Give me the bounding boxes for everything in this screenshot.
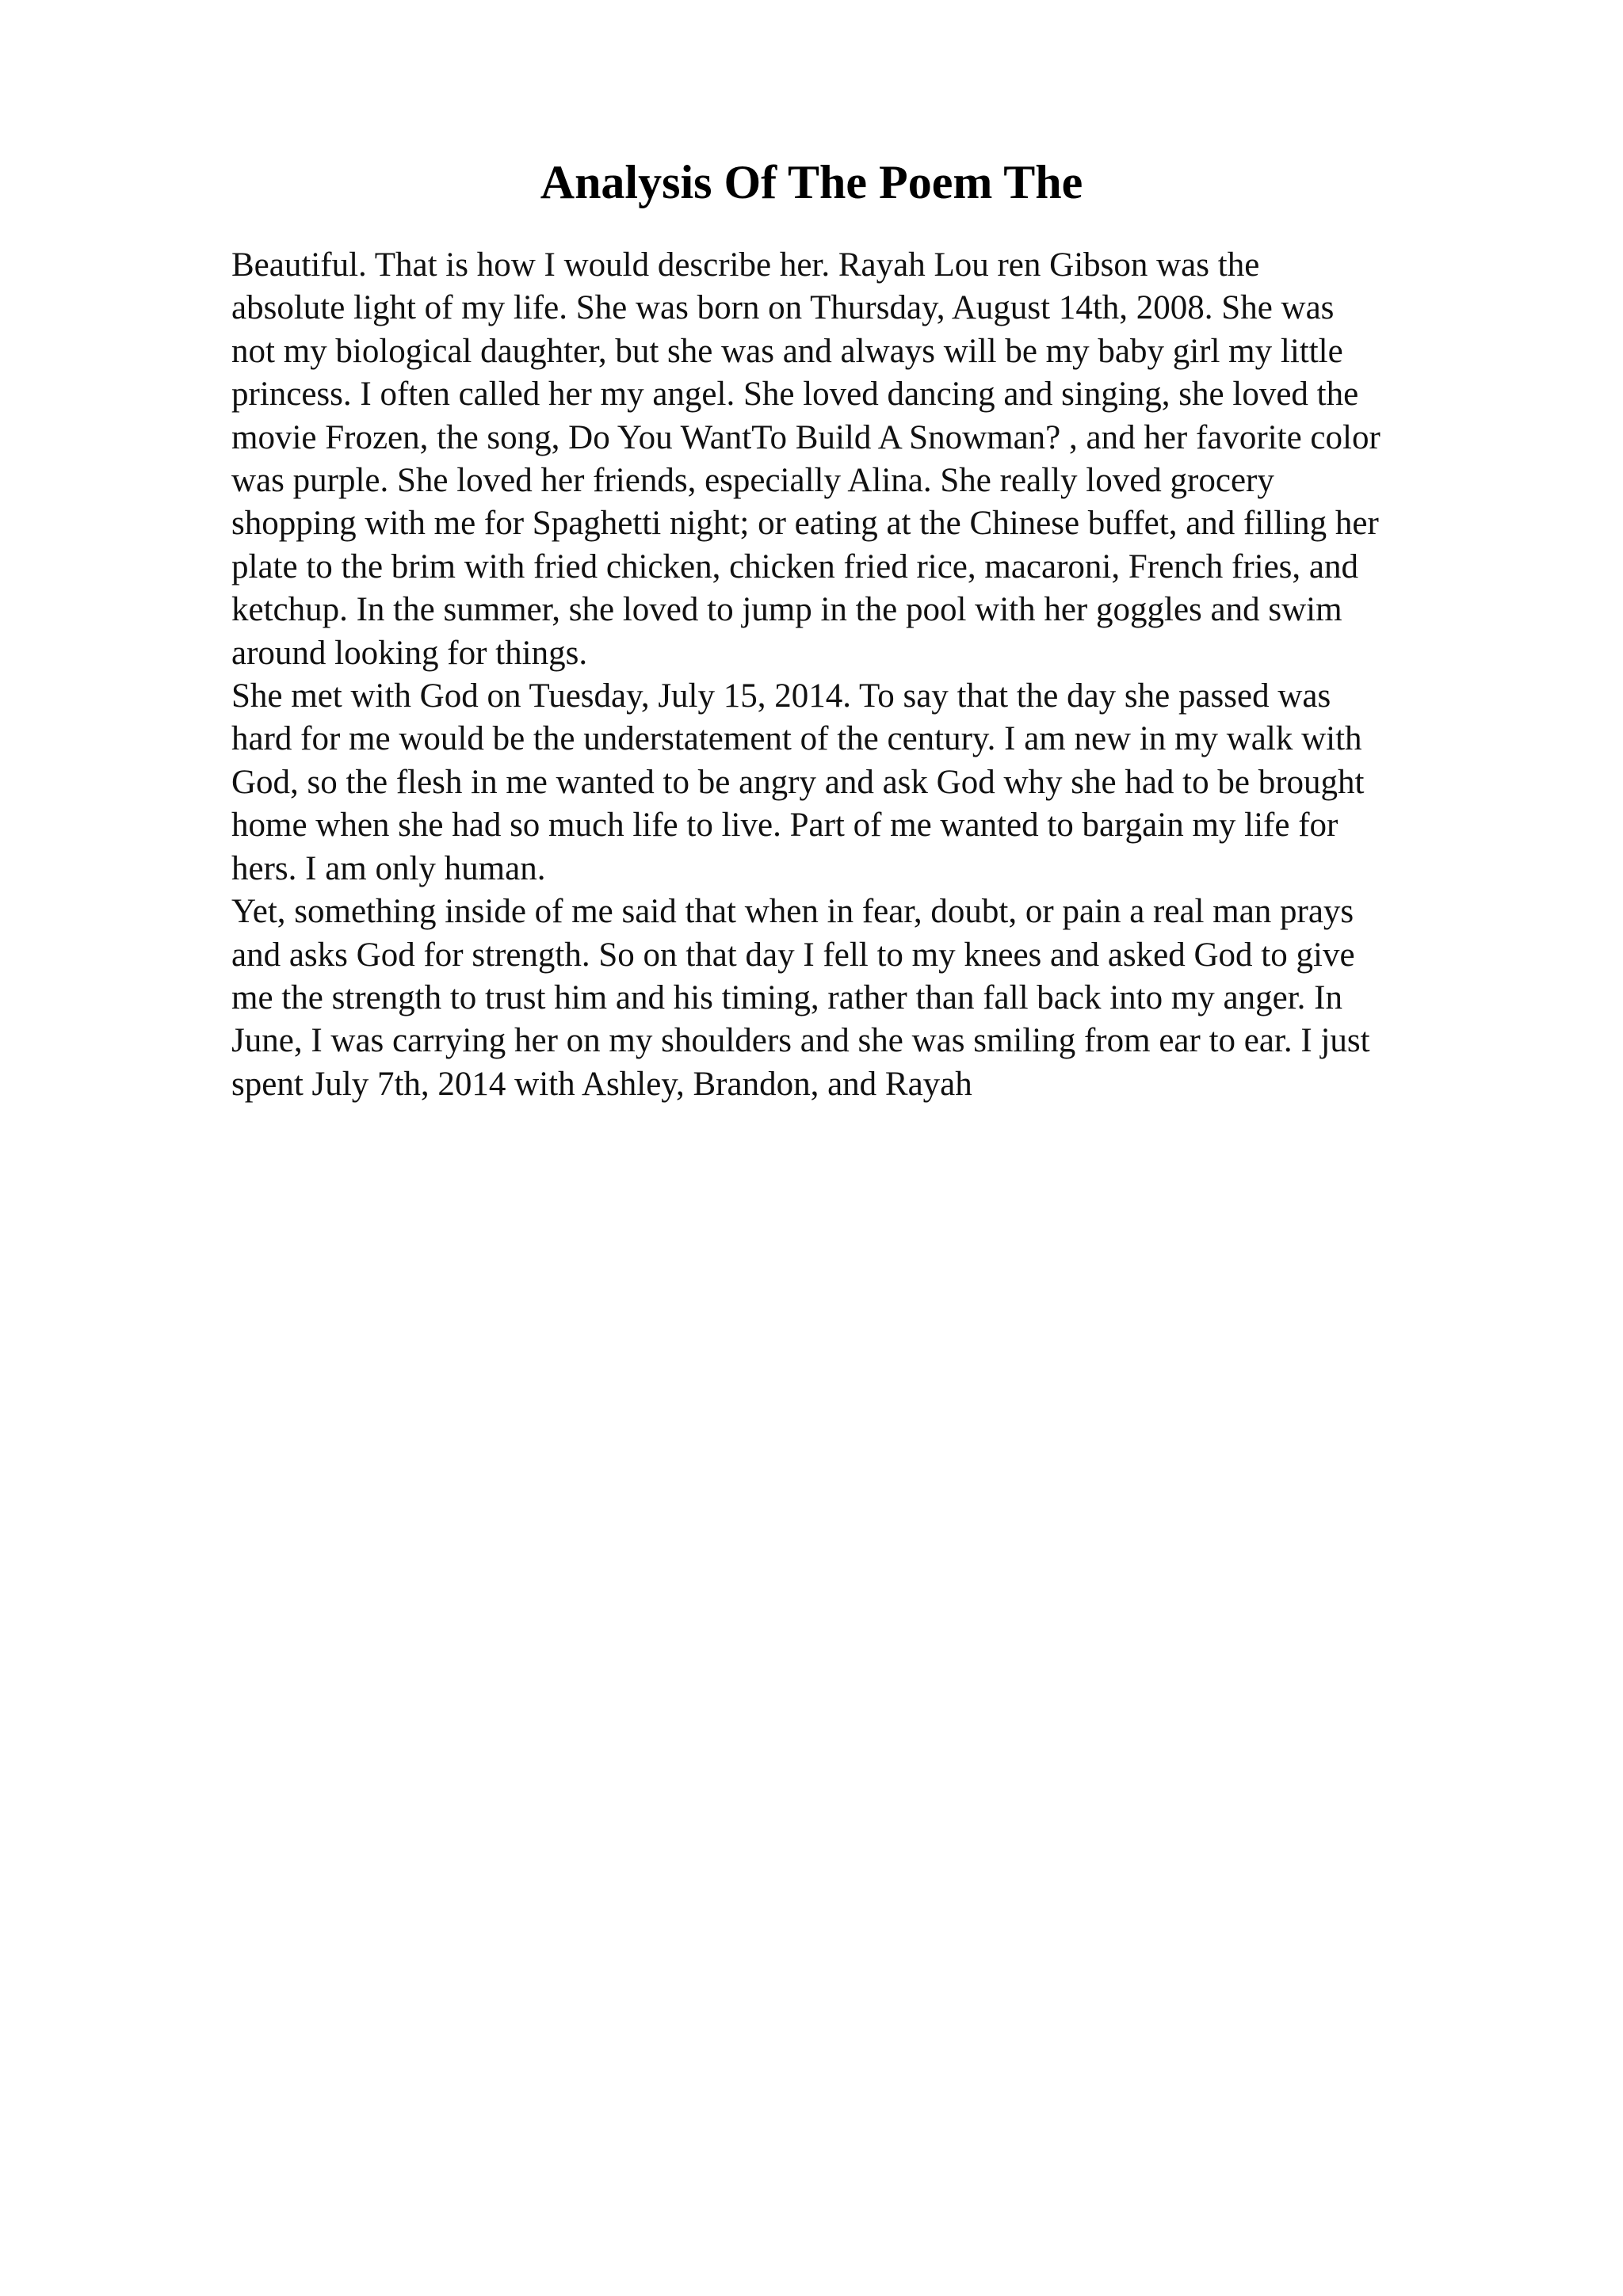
body-line: ketchup. In the summer, she loved to jump in the pool with her goggles and swim xyxy=(231,591,1342,629)
document-body xyxy=(231,244,1499,1106)
body-line: Beautiful. That is how I would describe her. Rayah Lou ren Gibson was the xyxy=(231,246,1260,284)
body-line: around looking for things. xyxy=(231,634,588,672)
body-line: princess. I often called her my angel. She loved dancing and singing, she loved the xyxy=(231,376,1359,414)
body-line: spent July 7th, 2014 with Ashley, Brandon, and Rayah xyxy=(231,1065,972,1103)
body-line: She met with God on Tuesday, July 15, 2014. To say that the day she passed was xyxy=(231,677,1331,715)
body-line: Yet, something inside of me said that when in fear, doubt, or pain a real man prays xyxy=(231,893,1354,931)
body-line: was purple. She loved her friends, especially Alina. She really loved grocery xyxy=(231,462,1274,500)
body-line: and asks God for strength. So on that day I fell to my knees and asked God to give xyxy=(231,936,1355,974)
body-line: home when she had so much life to live. Part of me wanted to bargain my life for xyxy=(231,807,1338,845)
body-line: June, I was carrying her on my shoulders and she was smiling from ear to ear. I just xyxy=(231,1022,1370,1060)
body-line: absolute light of my life. She was born on Thursday, August 14th, 2008. She was xyxy=(231,289,1335,327)
body-line: God, so the flesh in me wanted to be angry and ask God why she had to be brought xyxy=(231,763,1365,801)
body-line: movie Frozen, the song, Do You WantTo Build A Snowman? , and her favorite color xyxy=(231,418,1381,456)
body-line: shopping with me for Spaghetti night; or eating at the Chinese buffet, and filling her xyxy=(231,505,1379,543)
body-line: hard for me would be the understatement of the century. I am new in my walk with xyxy=(231,720,1362,758)
body-line: me the strength to trust him and his timing, rather than fall back into my anger. In xyxy=(231,978,1342,1016)
body-line: hers. I am only human. xyxy=(231,849,546,887)
page-title: Analysis Of The Poem The xyxy=(540,156,1083,208)
body-line: plate to the brim with fried chicken, chicken fried rice, macaroni, French fries, and xyxy=(231,547,1359,585)
body-line: not my biological daughter, but she was and always will be my baby girl my little xyxy=(231,332,1343,370)
